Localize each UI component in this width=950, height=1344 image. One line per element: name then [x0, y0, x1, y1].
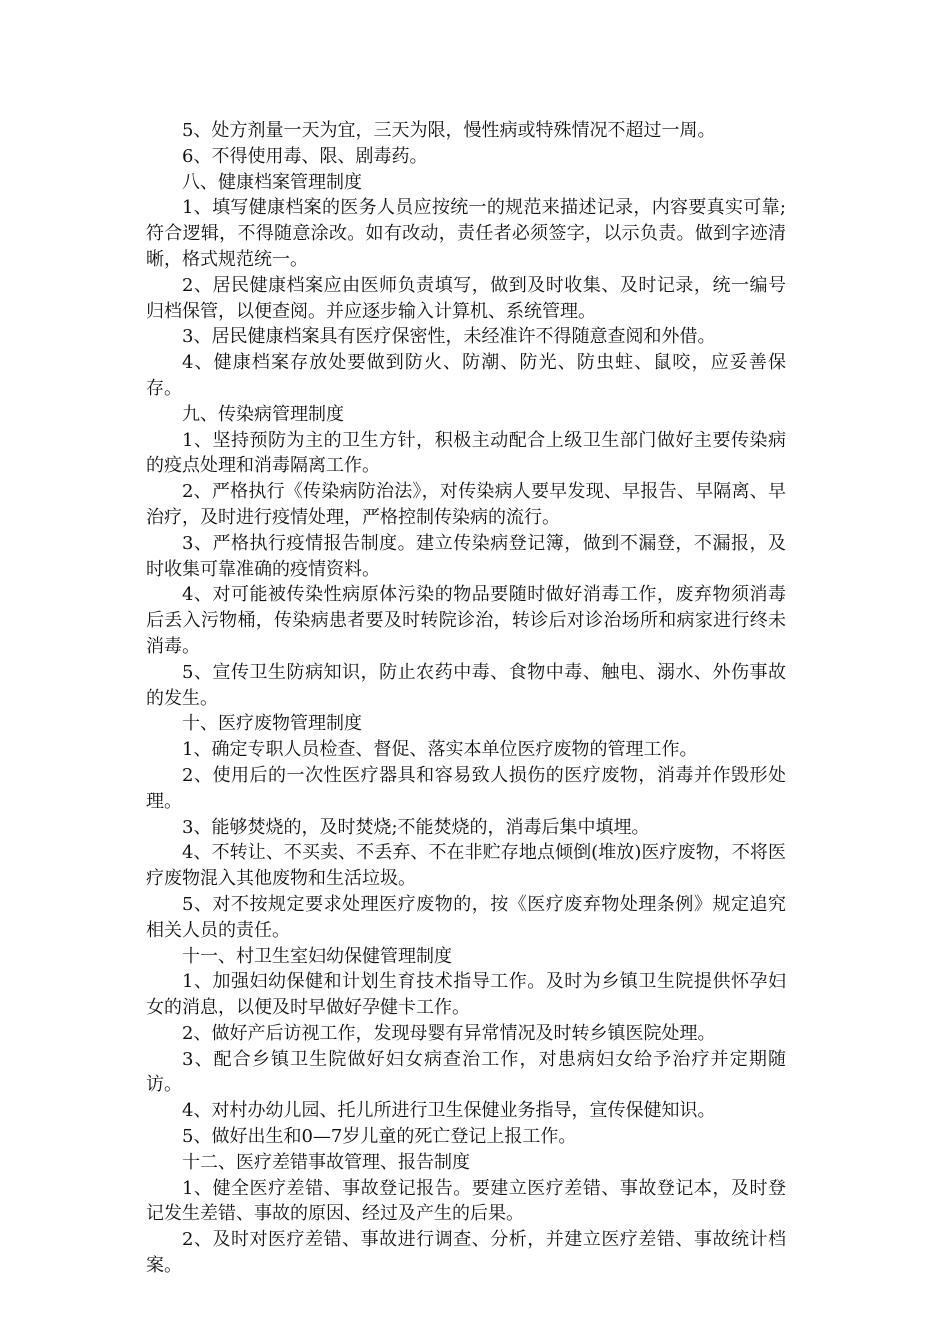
rule-item: 6、不得使用毒、限、剧毒药。: [182, 145, 428, 167]
rule-item: 2、严格执行《传染病防治法》，对传染病人要早发现、早报告、早隔离、早治疗，及时进行疫情处理，严格控制传染病的流行。: [146, 481, 786, 528]
rule-item: 1、加强妇幼保健和计划生育技术指导工作。及时为乡镇卫生院提供怀孕妇女的消息，以便及时早做好孕健卡工作。: [146, 971, 786, 1019]
rule-item: 1、确定专职人员检查、督促、落实本单位医疗废物的管理工作。: [182, 739, 698, 761]
rule-item: 3、严格执行疫情报告制度。建立传染病登记簿，做到不漏登，不漏报，及时收集可靠准确的疫情资料。: [146, 532, 786, 580]
section-heading: 十二、医疗差错事故管理、报告制度: [182, 1151, 470, 1173]
rule-item: 5、对不按规定要求处理医疗废物的，按《医疗废弃物处理条例》规定追究相关人员的责任。: [146, 893, 786, 941]
rule-item: 2、做好产后访视工作，发现母婴有异常情况及时转乡镇医院处理。: [182, 1022, 716, 1044]
rule-item: 4、对可能被传染性病原体污染的物品要随时做好消毒工作，废弃物须消毒后丢入污物桶，传染病患者要及时转院诊治，转诊后对诊治场所和病家进行终未消毒。: [146, 584, 786, 657]
rule-item: 1、健全医疗差错、事故登记报告。要建立医疗差错、事故登记本，及时登记发生差错、事故的原因、经过及产生的后果。: [146, 1177, 786, 1225]
rule-item: 2、使用后的一次性医疗器具和容易致人损伤的医疗废物，消毒并作毁形处理。: [146, 764, 786, 812]
section-heading: 八、健康档案管理制度: [182, 171, 362, 193]
section-heading: 九、传染病管理制度: [182, 403, 344, 425]
rule-item: 2、居民健康档案应由医师负责填写，做到及时收集、及时记录，统一编号归档保管，以便查阅。并应逐步输入计算机、系统管理。: [146, 274, 786, 322]
rule-item: 4、对村办幼儿园、托儿所进行卫生保健业务指导，宣传保健知识。: [182, 1100, 716, 1122]
rule-item: 5、处方剂量一天为宜，三天为限，慢性病或特殊情况不超过一周。: [182, 120, 716, 141]
section-heading: 十一、村卫生室妇幼保健管理制度: [182, 945, 452, 967]
rule-item: 1、坚持预防为主的卫生方针，积极主动配合上级卫生部门做好主要传染病的疫点处理和消毒隔离工作。: [146, 429, 786, 477]
rule-item: 5、宣传卫生防病知识，防止农药中毒、食物中毒、触电、溺水、外伤事故的发生。: [146, 661, 786, 709]
rule-item: 3、能够焚烧的，及时焚烧;不能焚烧的，消毒后集中填埋。: [182, 816, 650, 838]
rule-item: 2、及时对医疗差错、事故进行调查、分析，并建立医疗差错、事故统计档案。: [146, 1229, 786, 1277]
rule-item: 3、居民健康档案具有医疗保密性，未经准许不得随意查阅和外借。: [182, 326, 716, 348]
section-heading: 十、医疗废物管理制度: [182, 713, 362, 735]
rule-item: 3、配合乡镇卫生院做好妇女病查治工作，对患病妇女给予治疗并定期随访。: [146, 1048, 786, 1096]
document-body: [146, 118, 786, 1279]
rule-item: 1、填写健康档案的医务人员应按统一的规范来描述记录，内容要真实可靠;符合逻辑，不得随意涂改。如有改动，责任者必须签字，以示负责。做到字迹清晰，格式规范统一。: [146, 197, 786, 270]
rule-item: 4、不转让、不买卖、不丢弃、不在非贮存地点倾倒(堆放)医疗废物，不将医疗废物混入其他废物和生活垃圾。: [146, 842, 786, 890]
rule-item: 5、做好出生和0—7岁儿童的死亡登记上报工作。: [182, 1126, 577, 1148]
rule-item: 4、健康档案存放处要做到防火、防潮、防光、防虫蛀、鼠咬，应妥善保存。: [146, 352, 786, 399]
